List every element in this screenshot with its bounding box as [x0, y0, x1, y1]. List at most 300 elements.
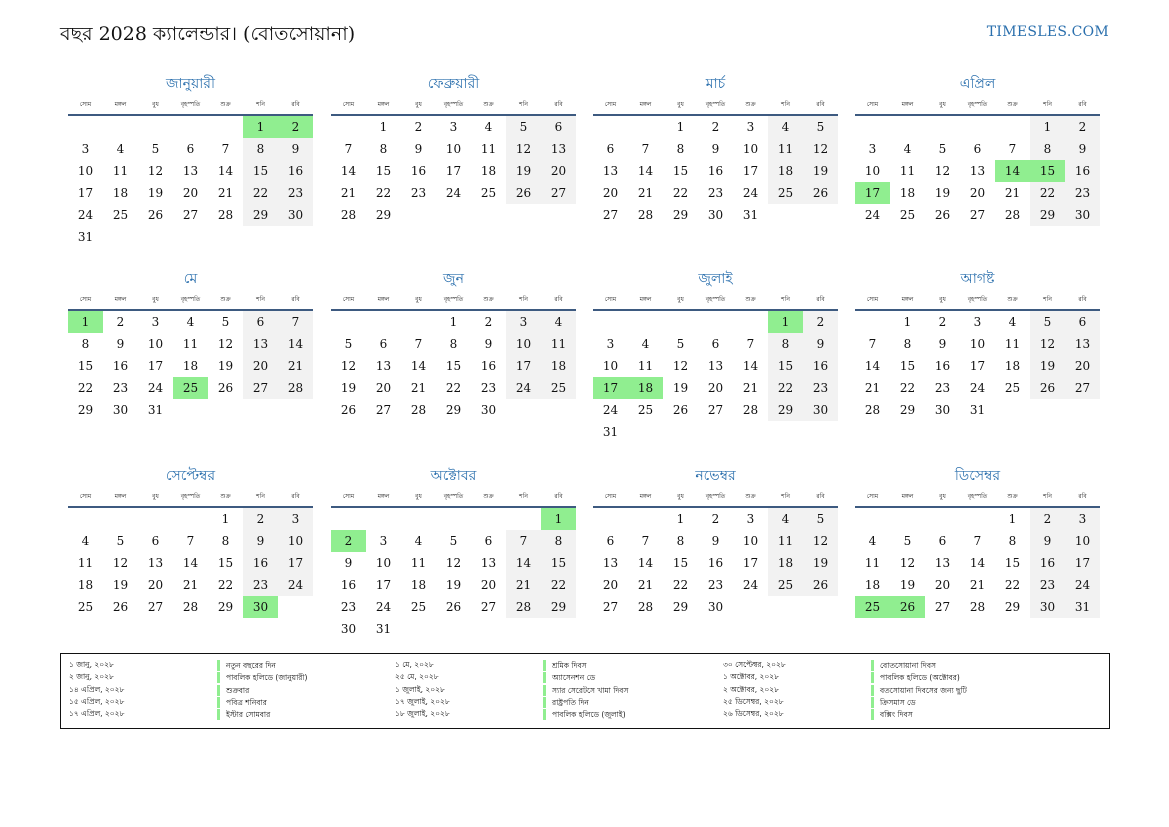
- day-cell[interactable]: 29: [217, 600, 234, 614]
- day-cell[interactable]: 17: [375, 578, 392, 592]
- day-cell[interactable]: 21: [410, 381, 427, 395]
- day-cell[interactable]: 31: [77, 230, 94, 244]
- day-cell[interactable]: 16: [278, 160, 313, 182]
- day-cell[interactable]: 15: [768, 355, 803, 377]
- day-cell[interactable]: 7: [641, 142, 650, 156]
- day-cell[interactable]: 8: [676, 534, 685, 548]
- day-cell[interactable]: 25: [112, 208, 129, 222]
- day-cell[interactable]: 18: [768, 160, 803, 182]
- day-cell[interactable]: 8: [768, 333, 803, 355]
- day-cell[interactable]: 6: [186, 142, 195, 156]
- day-cell[interactable]: 6: [606, 142, 615, 156]
- day-cell[interactable]: 16: [112, 359, 129, 373]
- day-cell[interactable]: 27: [480, 600, 497, 614]
- day-cell[interactable]: 2: [711, 120, 720, 134]
- day-cell[interactable]: 6: [484, 534, 493, 548]
- day-cell[interactable]: 24: [969, 381, 986, 395]
- day-cell[interactable]: 31: [147, 403, 164, 417]
- day-cell[interactable]: 14: [637, 556, 654, 570]
- day-cell[interactable]: 30: [707, 208, 724, 222]
- day-cell[interactable]: 28: [864, 403, 881, 417]
- day-cell[interactable]: 23: [707, 578, 724, 592]
- day-cell[interactable]: 12: [506, 138, 541, 160]
- day-cell[interactable]: 27: [969, 208, 986, 222]
- day-cell[interactable]: 24: [375, 600, 392, 614]
- day-cell[interactable]: 18: [182, 359, 199, 373]
- day-cell[interactable]: 6: [973, 142, 982, 156]
- day-cell[interactable]: 3: [746, 512, 755, 526]
- day-cell[interactable]: 8: [1030, 138, 1065, 160]
- day-cell[interactable]: 20: [602, 186, 619, 200]
- day-cell[interactable]: 16: [934, 359, 951, 373]
- day-cell[interactable]: 22: [541, 574, 576, 596]
- day-cell[interactable]: 17: [506, 355, 541, 377]
- day-cell[interactable]: 30: [1030, 596, 1065, 618]
- day-cell[interactable]: 8: [379, 142, 388, 156]
- day-cell[interactable]: 7: [868, 337, 877, 351]
- day-cell[interactable]: 16: [243, 552, 278, 574]
- holiday-day-cell[interactable]: 18: [628, 377, 663, 399]
- day-cell[interactable]: 15: [541, 552, 576, 574]
- day-cell[interactable]: 27: [243, 377, 278, 399]
- day-cell[interactable]: 20: [243, 355, 278, 377]
- day-cell[interactable]: 13: [934, 556, 951, 570]
- day-cell[interactable]: 2: [243, 508, 278, 530]
- day-cell[interactable]: 23: [803, 377, 838, 399]
- day-cell[interactable]: 1: [449, 315, 458, 329]
- day-cell[interactable]: 11: [864, 556, 881, 570]
- day-cell[interactable]: 7: [414, 337, 423, 351]
- day-cell[interactable]: 19: [672, 381, 689, 395]
- day-cell[interactable]: 3: [506, 311, 541, 333]
- day-cell[interactable]: 4: [768, 508, 803, 530]
- day-cell[interactable]: 4: [641, 337, 650, 351]
- day-cell[interactable]: 5: [151, 142, 160, 156]
- day-cell[interactable]: 23: [934, 381, 951, 395]
- day-cell[interactable]: 3: [606, 337, 615, 351]
- day-cell[interactable]: 14: [182, 556, 199, 570]
- day-cell[interactable]: 5: [676, 337, 685, 351]
- day-cell[interactable]: 20: [934, 578, 951, 592]
- day-cell[interactable]: 27: [182, 208, 199, 222]
- day-cell[interactable]: 25: [77, 600, 94, 614]
- day-cell[interactable]: 16: [707, 164, 724, 178]
- day-cell[interactable]: 10: [864, 164, 881, 178]
- day-cell[interactable]: 25: [768, 574, 803, 596]
- day-cell[interactable]: 10: [375, 556, 392, 570]
- day-cell[interactable]: 12: [803, 138, 838, 160]
- day-cell[interactable]: 3: [868, 142, 877, 156]
- day-cell[interactable]: 31: [742, 208, 759, 222]
- day-cell[interactable]: 20: [541, 160, 576, 182]
- day-cell[interactable]: 1: [221, 512, 230, 526]
- day-cell[interactable]: 22: [375, 186, 392, 200]
- day-cell[interactable]: 11: [637, 359, 654, 373]
- day-cell[interactable]: 24: [1065, 574, 1100, 596]
- day-cell[interactable]: 7: [186, 534, 195, 548]
- day-cell[interactable]: 24: [506, 377, 541, 399]
- day-cell[interactable]: 25: [768, 182, 803, 204]
- day-cell[interactable]: 22: [243, 182, 278, 204]
- holiday-day-cell[interactable]: 15: [1030, 160, 1065, 182]
- holiday-day-cell[interactable]: 1: [541, 508, 576, 530]
- day-cell[interactable]: 17: [742, 556, 759, 570]
- day-cell[interactable]: 13: [1065, 333, 1100, 355]
- holiday-day-cell[interactable]: 1: [68, 311, 103, 333]
- day-cell[interactable]: 13: [243, 333, 278, 355]
- day-cell[interactable]: 18: [410, 578, 427, 592]
- day-cell[interactable]: 23: [1030, 574, 1065, 596]
- day-cell[interactable]: 9: [711, 142, 720, 156]
- day-cell[interactable]: 11: [112, 164, 129, 178]
- day-cell[interactable]: 11: [1004, 337, 1021, 351]
- day-cell[interactable]: 1: [1008, 512, 1017, 526]
- day-cell[interactable]: 6: [541, 116, 576, 138]
- day-cell[interactable]: 9: [278, 138, 313, 160]
- day-cell[interactable]: 8: [1008, 534, 1017, 548]
- day-cell[interactable]: 22: [768, 377, 803, 399]
- day-cell[interactable]: 3: [746, 120, 755, 134]
- day-cell[interactable]: 22: [217, 578, 234, 592]
- site-link[interactable]: TIMESLES.COM: [986, 24, 1109, 40]
- day-cell[interactable]: 11: [182, 337, 199, 351]
- day-cell[interactable]: 19: [803, 160, 838, 182]
- day-cell[interactable]: 5: [803, 508, 838, 530]
- day-cell[interactable]: 9: [414, 142, 423, 156]
- day-cell[interactable]: 18: [864, 578, 881, 592]
- day-cell[interactable]: 17: [147, 359, 164, 373]
- day-cell[interactable]: 28: [506, 596, 541, 618]
- day-cell[interactable]: 3: [81, 142, 90, 156]
- holiday-day-cell[interactable]: 25: [173, 377, 208, 399]
- day-cell[interactable]: 12: [803, 530, 838, 552]
- day-cell[interactable]: 27: [1065, 377, 1100, 399]
- day-cell[interactable]: 6: [1065, 311, 1100, 333]
- day-cell[interactable]: 17: [278, 552, 313, 574]
- day-cell[interactable]: 21: [864, 381, 881, 395]
- day-cell[interactable]: 5: [116, 534, 125, 548]
- day-cell[interactable]: 22: [77, 381, 94, 395]
- day-cell[interactable]: 19: [1030, 355, 1065, 377]
- day-cell[interactable]: 8: [449, 337, 458, 351]
- day-cell[interactable]: 21: [217, 186, 234, 200]
- day-cell[interactable]: 7: [344, 142, 353, 156]
- day-cell[interactable]: 22: [1030, 182, 1065, 204]
- day-cell[interactable]: 29: [1030, 204, 1065, 226]
- day-cell[interactable]: 31: [602, 425, 619, 439]
- day-cell[interactable]: 5: [506, 116, 541, 138]
- day-cell[interactable]: 18: [541, 355, 576, 377]
- day-cell[interactable]: 22: [1004, 578, 1021, 592]
- day-cell[interactable]: 12: [112, 556, 129, 570]
- day-cell[interactable]: 24: [742, 186, 759, 200]
- day-cell[interactable]: 11: [768, 530, 803, 552]
- day-cell[interactable]: 11: [768, 138, 803, 160]
- day-cell[interactable]: 15: [1004, 556, 1021, 570]
- day-cell[interactable]: 26: [934, 208, 951, 222]
- day-cell[interactable]: 5: [903, 534, 912, 548]
- day-cell[interactable]: 29: [77, 403, 94, 417]
- day-cell[interactable]: 3: [449, 120, 458, 134]
- day-cell[interactable]: 15: [217, 556, 234, 570]
- day-cell[interactable]: 30: [803, 399, 838, 421]
- day-cell[interactable]: 29: [672, 208, 689, 222]
- day-cell[interactable]: 1: [379, 120, 388, 134]
- day-cell[interactable]: 12: [445, 556, 462, 570]
- day-cell[interactable]: 5: [1030, 311, 1065, 333]
- day-cell[interactable]: 28: [969, 600, 986, 614]
- day-cell[interactable]: 31: [969, 403, 986, 417]
- day-cell[interactable]: 9: [711, 534, 720, 548]
- day-cell[interactable]: 8: [81, 337, 90, 351]
- day-cell[interactable]: 30: [112, 403, 129, 417]
- day-cell[interactable]: 13: [707, 359, 724, 373]
- day-cell[interactable]: 29: [899, 403, 916, 417]
- day-cell[interactable]: 12: [147, 164, 164, 178]
- day-cell[interactable]: 11: [480, 142, 497, 156]
- day-cell[interactable]: 23: [480, 381, 497, 395]
- day-cell[interactable]: 21: [742, 381, 759, 395]
- day-cell[interactable]: 27: [147, 600, 164, 614]
- day-cell[interactable]: 14: [506, 552, 541, 574]
- day-cell[interactable]: 25: [1004, 381, 1021, 395]
- day-cell[interactable]: 7: [973, 534, 982, 548]
- day-cell[interactable]: 10: [445, 142, 462, 156]
- day-cell[interactable]: 26: [506, 182, 541, 204]
- day-cell[interactable]: 21: [506, 574, 541, 596]
- day-cell[interactable]: 26: [112, 600, 129, 614]
- day-cell[interactable]: 17: [742, 164, 759, 178]
- day-cell[interactable]: 4: [81, 534, 90, 548]
- day-cell[interactable]: 10: [278, 530, 313, 552]
- day-cell[interactable]: 6: [711, 337, 720, 351]
- day-cell[interactable]: 28: [742, 403, 759, 417]
- day-cell[interactable]: 23: [1065, 182, 1100, 204]
- day-cell[interactable]: 28: [410, 403, 427, 417]
- day-cell[interactable]: 6: [938, 534, 947, 548]
- day-cell[interactable]: 10: [147, 337, 164, 351]
- day-cell[interactable]: 4: [414, 534, 423, 548]
- holiday-day-cell[interactable]: 14: [995, 160, 1030, 182]
- day-cell[interactable]: 29: [375, 208, 392, 222]
- day-cell[interactable]: 9: [344, 556, 353, 570]
- day-cell[interactable]: 5: [803, 116, 838, 138]
- day-cell[interactable]: 6: [379, 337, 388, 351]
- holiday-day-cell[interactable]: 30: [243, 596, 278, 618]
- day-cell[interactable]: 12: [934, 164, 951, 178]
- day-cell[interactable]: 8: [541, 530, 576, 552]
- day-cell[interactable]: 2: [1030, 508, 1065, 530]
- day-cell[interactable]: 8: [676, 142, 685, 156]
- day-cell[interactable]: 8: [903, 337, 912, 351]
- day-cell[interactable]: 19: [112, 578, 129, 592]
- day-cell[interactable]: 29: [768, 399, 803, 421]
- day-cell[interactable]: 26: [1030, 377, 1065, 399]
- day-cell[interactable]: 19: [147, 186, 164, 200]
- day-cell[interactable]: 9: [803, 333, 838, 355]
- day-cell[interactable]: 19: [899, 578, 916, 592]
- day-cell[interactable]: 14: [410, 359, 427, 373]
- day-cell[interactable]: 30: [934, 403, 951, 417]
- day-cell[interactable]: 23: [243, 574, 278, 596]
- day-cell[interactable]: 14: [969, 556, 986, 570]
- day-cell[interactable]: 9: [243, 530, 278, 552]
- day-cell[interactable]: 2: [711, 512, 720, 526]
- day-cell[interactable]: 30: [278, 204, 313, 226]
- day-cell[interactable]: 24: [445, 186, 462, 200]
- day-cell[interactable]: 5: [938, 142, 947, 156]
- day-cell[interactable]: 31: [1065, 596, 1100, 618]
- day-cell[interactable]: 21: [969, 578, 986, 592]
- day-cell[interactable]: 20: [707, 381, 724, 395]
- day-cell[interactable]: 26: [672, 403, 689, 417]
- day-cell[interactable]: 30: [1065, 204, 1100, 226]
- day-cell[interactable]: 4: [116, 142, 125, 156]
- day-cell[interactable]: 15: [672, 164, 689, 178]
- day-cell[interactable]: 4: [903, 142, 912, 156]
- day-cell[interactable]: 27: [602, 208, 619, 222]
- day-cell[interactable]: 15: [375, 164, 392, 178]
- day-cell[interactable]: 14: [864, 359, 881, 373]
- day-cell[interactable]: 23: [112, 381, 129, 395]
- day-cell[interactable]: 25: [899, 208, 916, 222]
- day-cell[interactable]: 15: [77, 359, 94, 373]
- day-cell[interactable]: 10: [506, 333, 541, 355]
- day-cell[interactable]: 21: [637, 578, 654, 592]
- day-cell[interactable]: 4: [1008, 315, 1017, 329]
- day-cell[interactable]: 26: [217, 381, 234, 395]
- day-cell[interactable]: 24: [864, 208, 881, 222]
- day-cell[interactable]: 23: [707, 186, 724, 200]
- day-cell[interactable]: 3: [151, 315, 160, 329]
- day-cell[interactable]: 30: [480, 403, 497, 417]
- day-cell[interactable]: 19: [934, 186, 951, 200]
- day-cell[interactable]: 13: [375, 359, 392, 373]
- day-cell[interactable]: 16: [1065, 160, 1100, 182]
- day-cell[interactable]: 6: [243, 311, 278, 333]
- day-cell[interactable]: 4: [484, 120, 493, 134]
- day-cell[interactable]: 10: [969, 337, 986, 351]
- day-cell[interactable]: 28: [340, 208, 357, 222]
- day-cell[interactable]: 19: [217, 359, 234, 373]
- day-cell[interactable]: 24: [77, 208, 94, 222]
- day-cell[interactable]: 30: [340, 622, 357, 636]
- day-cell[interactable]: 31: [375, 622, 392, 636]
- day-cell[interactable]: 21: [278, 355, 313, 377]
- day-cell[interactable]: 5: [221, 315, 230, 329]
- day-cell[interactable]: 2: [484, 315, 493, 329]
- day-cell[interactable]: 12: [899, 556, 916, 570]
- day-cell[interactable]: 20: [969, 186, 986, 200]
- day-cell[interactable]: 17: [969, 359, 986, 373]
- day-cell[interactable]: 1: [676, 120, 685, 134]
- holiday-day-cell[interactable]: 2: [278, 116, 313, 138]
- day-cell[interactable]: 5: [449, 534, 458, 548]
- day-cell[interactable]: 18: [77, 578, 94, 592]
- day-cell[interactable]: 7: [641, 534, 650, 548]
- day-cell[interactable]: 23: [278, 182, 313, 204]
- day-cell[interactable]: 9: [484, 337, 493, 351]
- day-cell[interactable]: 11: [899, 164, 916, 178]
- day-cell[interactable]: 27: [375, 403, 392, 417]
- day-cell[interactable]: 10: [742, 534, 759, 548]
- day-cell[interactable]: 19: [506, 160, 541, 182]
- day-cell[interactable]: 18: [1004, 359, 1021, 373]
- day-cell[interactable]: 2: [116, 315, 125, 329]
- day-cell[interactable]: 18: [899, 186, 916, 200]
- holiday-day-cell[interactable]: 1: [768, 311, 803, 333]
- day-cell[interactable]: 2: [414, 120, 423, 134]
- day-cell[interactable]: 24: [278, 574, 313, 596]
- day-cell[interactable]: 10: [77, 164, 94, 178]
- day-cell[interactable]: 24: [742, 578, 759, 592]
- day-cell[interactable]: 13: [602, 556, 619, 570]
- day-cell[interactable]: 28: [217, 208, 234, 222]
- day-cell[interactable]: 26: [803, 574, 838, 596]
- day-cell[interactable]: 6: [151, 534, 160, 548]
- holiday-day-cell[interactable]: 17: [593, 377, 628, 399]
- day-cell[interactable]: 9: [1065, 138, 1100, 160]
- day-cell[interactable]: 15: [243, 160, 278, 182]
- holiday-day-cell[interactable]: 1: [243, 116, 278, 138]
- day-cell[interactable]: 9: [938, 337, 947, 351]
- day-cell[interactable]: 10: [602, 359, 619, 373]
- day-cell[interactable]: 26: [445, 600, 462, 614]
- day-cell[interactable]: 16: [340, 578, 357, 592]
- day-cell[interactable]: 9: [116, 337, 125, 351]
- day-cell[interactable]: 25: [541, 377, 576, 399]
- day-cell[interactable]: 2: [938, 315, 947, 329]
- day-cell[interactable]: 14: [340, 164, 357, 178]
- day-cell[interactable]: 16: [803, 355, 838, 377]
- day-cell[interactable]: 18: [768, 552, 803, 574]
- day-cell[interactable]: 3: [379, 534, 388, 548]
- day-cell[interactable]: 28: [637, 600, 654, 614]
- day-cell[interactable]: 14: [217, 164, 234, 178]
- day-cell[interactable]: 2: [803, 311, 838, 333]
- day-cell[interactable]: 8: [243, 138, 278, 160]
- day-cell[interactable]: 7: [278, 311, 313, 333]
- day-cell[interactable]: 24: [147, 381, 164, 395]
- day-cell[interactable]: 21: [1004, 186, 1021, 200]
- day-cell[interactable]: 8: [221, 534, 230, 548]
- day-cell[interactable]: 1: [1030, 116, 1065, 138]
- day-cell[interactable]: 12: [217, 337, 234, 351]
- day-cell[interactable]: 28: [637, 208, 654, 222]
- day-cell[interactable]: 22: [899, 381, 916, 395]
- day-cell[interactable]: 29: [541, 596, 576, 618]
- day-cell[interactable]: 7: [746, 337, 755, 351]
- day-cell[interactable]: 24: [602, 403, 619, 417]
- day-cell[interactable]: 23: [410, 186, 427, 200]
- day-cell[interactable]: 20: [147, 578, 164, 592]
- day-cell[interactable]: 27: [541, 182, 576, 204]
- day-cell[interactable]: 29: [243, 204, 278, 226]
- day-cell[interactable]: 27: [602, 600, 619, 614]
- day-cell[interactable]: 5: [344, 337, 353, 351]
- day-cell[interactable]: 25: [480, 186, 497, 200]
- day-cell[interactable]: 15: [672, 556, 689, 570]
- day-cell[interactable]: 1: [676, 512, 685, 526]
- day-cell[interactable]: 18: [112, 186, 129, 200]
- day-cell[interactable]: 4: [868, 534, 877, 548]
- day-cell[interactable]: 14: [278, 333, 313, 355]
- day-cell[interactable]: 17: [445, 164, 462, 178]
- day-cell[interactable]: 13: [969, 164, 986, 178]
- day-cell[interactable]: 29: [445, 403, 462, 417]
- day-cell[interactable]: 19: [803, 552, 838, 574]
- day-cell[interactable]: 7: [221, 142, 230, 156]
